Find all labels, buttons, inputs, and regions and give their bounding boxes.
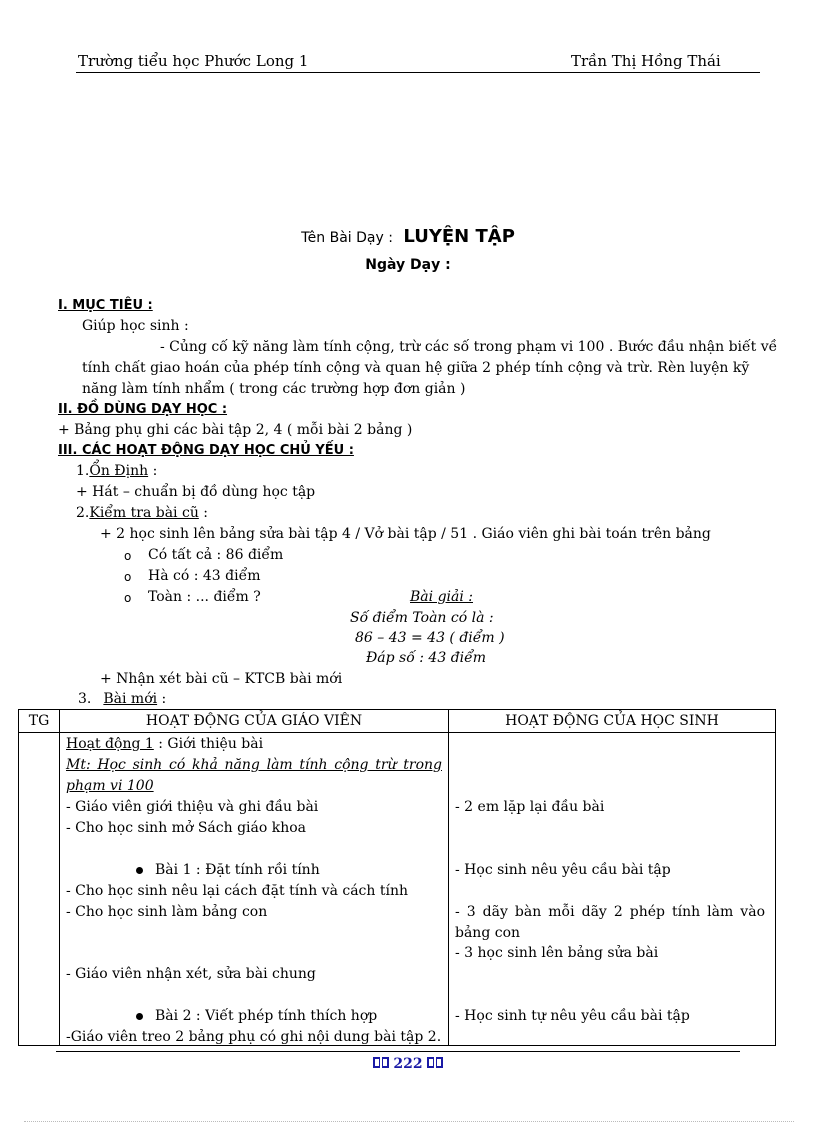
solution-heading: Bài giải : — [410, 589, 473, 605]
bullet-icon — [136, 867, 143, 874]
teacher-line-open-book: - Cho học sinh mở Sách giáo khoa — [66, 820, 307, 836]
lesson-title-label: Tên Bài Dạy : — [301, 230, 393, 246]
problem-item: Hà có : 43 điểm — [148, 568, 261, 584]
step-3-number: 3. — [78, 691, 92, 707]
table-header-row — [19, 710, 776, 733]
objectives-intro: Giúp học sinh : — [82, 318, 189, 334]
teacher-line-hang: -Giáo viên treo 2 bảng phụ có ghi nội dung bài tập 2. — [66, 1029, 442, 1045]
bullet-icon — [136, 1013, 143, 1020]
step-1-colon: : — [148, 463, 158, 479]
step-1 — [76, 463, 157, 479]
book-icon — [373, 1057, 389, 1069]
step-2-label: Kiểm tra bài cũ — [89, 505, 199, 521]
materials-heading: II. ĐỒ DÙNG DẠY HỌC : — [58, 402, 228, 417]
student-cell — [449, 733, 776, 1046]
lesson-title: LUYỆN TẬP — [403, 226, 515, 247]
footer-divider — [56, 1051, 740, 1052]
student-rows-line-1: - 3 dãy bàn mỗi dãy 2 phép tính làm vào — [455, 904, 765, 920]
student-repeat-title: - 2 em lặp lại đầu bài — [455, 799, 605, 815]
step-3 — [78, 691, 166, 707]
lesson-title-row — [0, 226, 816, 247]
solution-line-3: Đáp số : 43 điểm — [366, 650, 487, 666]
exercise-1-label: Bài 1 : Đặt tính rồi tính — [155, 862, 320, 878]
header-divider — [76, 72, 760, 73]
goal-line-1: Mt: Học sinh có khả năng làm tính cộng trừ trong — [66, 757, 442, 773]
header-student-activity: HOẠT ĐỘNG CỦA HỌC SINH — [449, 710, 776, 733]
teacher-line-recall: - Cho học sinh nêu lại cách đặt tính và cách tính — [66, 883, 408, 899]
step-2-item: + 2 học sinh lên bảng sửa bài tập 4 / Vở bài tập / 51 . Giáo viên ghi bài toán trên bảng — [100, 526, 711, 542]
activity-1-title: : Giới thiệu bài — [153, 736, 264, 752]
activities-heading: III. CÁC HOẠT ĐỘNG DẠY HỌC CHỦ YẾU : — [58, 443, 354, 458]
teacher-name: Trần Thị Hồng Thái — [571, 52, 721, 70]
problem-item: Có tất cả : 86 điểm — [148, 547, 284, 563]
step-2-colon: : — [198, 505, 209, 521]
goal-line-2: phạm vi 100 — [66, 778, 154, 794]
step-1-item: + Hát – chuẩn bị đồ dùng học tập — [76, 484, 316, 500]
exercise-2 — [136, 1008, 377, 1024]
exercise-1 — [136, 862, 320, 878]
objectives-line-1: - Củng cố kỹ năng làm tính cộng, trừ các số trong phạm vi 100 . Bước đầu nhận biết về — [160, 339, 778, 355]
student-self-requirement: - Học sinh tự nêu yêu cầu bài tập — [455, 1008, 690, 1024]
step-2-number: 2. — [76, 505, 90, 521]
list-bullet: o — [124, 549, 132, 563]
step-3-colon: : — [157, 691, 167, 707]
exercise-2-label: Bài 2 : Viết phép tính thích hợp — [155, 1008, 378, 1024]
page-number — [0, 1056, 816, 1072]
lesson-date-label: Ngày Dạy : — [365, 257, 451, 273]
teacher-line-intro: - Giáo viên giới thiệu và ghi đầu bài — [66, 799, 319, 815]
header-tg: TG — [19, 710, 60, 733]
activity-1-heading — [66, 736, 263, 752]
solution-line-2: 86 – 43 = 43 ( điểm ) — [355, 630, 505, 646]
table-row — [19, 733, 776, 1046]
student-rows-line-2: bảng con — [455, 925, 521, 941]
solution-line-1: Số điểm Toàn có là : — [350, 610, 494, 626]
list-bullet: o — [124, 591, 132, 605]
step-3-label: Bài mới — [103, 691, 158, 707]
step-2 — [76, 505, 208, 521]
book-icon — [427, 1057, 443, 1069]
activity-table — [18, 709, 776, 1046]
step-1-number: 1. — [76, 463, 90, 479]
problem-item: Toàn : ... điểm ? — [148, 589, 261, 605]
teacher-line-review: - Giáo viên nhận xét, sửa bài chung — [66, 966, 316, 982]
tg-cell — [19, 733, 60, 1046]
teacher-cell — [60, 733, 449, 1046]
objectives-line-2: tính chất giao hoán của phép tính cộng và quan hệ giữa 2 phép tính cộng và trừ. Rèn luyện kỹ — [82, 360, 750, 376]
review-line: + Nhận xét bài cũ – KTCB bài mới — [100, 671, 343, 687]
page-number-value: 222 — [393, 1056, 423, 1072]
page-bottom-edge — [24, 1121, 794, 1122]
step-1-label: Ổn Định — [89, 463, 149, 479]
list-bullet: o — [124, 570, 132, 584]
objectives-line-3: năng làm tính nhẩm ( trong các trường hợp đơn giản ) — [82, 381, 466, 397]
student-state-requirement: - Học sinh nêu yêu cầu bài tập — [455, 862, 671, 878]
header-teacher-activity: HOẠT ĐỘNG CỦA GIÁO VIÊN — [60, 710, 449, 733]
objectives-heading: I. MỤC TIÊU : — [58, 298, 153, 313]
activity-1-label: Hoạt động 1 — [66, 736, 154, 752]
teacher-line-board: - Cho học sinh làm bảng con — [66, 904, 268, 920]
school-name: Trường tiểu học Phước Long 1 — [78, 52, 309, 70]
materials-line: + Bảng phụ ghi các bài tập 2, 4 ( mỗi bài 2 bảng ) — [58, 422, 413, 438]
student-three-fix: - 3 học sinh lên bảng sửa bài — [455, 945, 659, 961]
